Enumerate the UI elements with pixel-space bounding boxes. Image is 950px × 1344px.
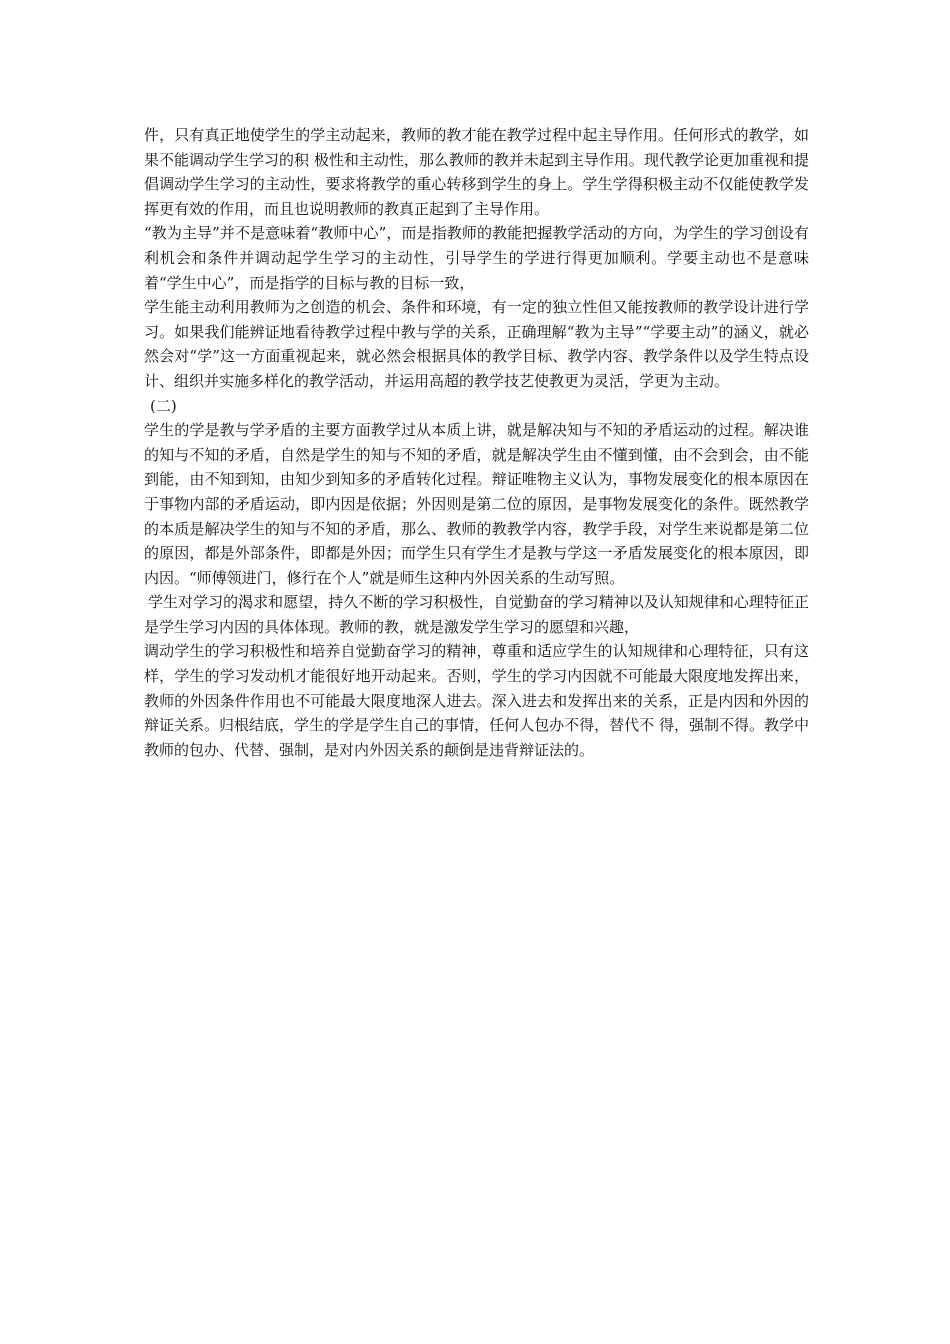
paragraph-dialectic-relation: 调动学生的学习积极性和培养自觉勤奋学习的精神，尊重和适应学生的认知规律和心理特征，只有这样，学生的学习发动机才能很好地开动起来。否则，学生的学习内因就不可能最大限度地发挥出来，教师的外因条件作用也不可能最大限度地深人进去。深入进去和发挥出来的关系，正是内因和外因的辩证关系。归根结底，学生的学是学生自己的事情，任何人包办不得，替代不 得，强制不得。教学中教师的包办、代替、强制，是对内外因关系的颠倒是违背辩证法的。 [144, 642, 809, 759]
paragraph-student-desire: 学生对学习的渴求和愿望，持久不断的学习积极性，自觉勤奋的学习精神以及认知规律和心理特征正是学生学习内因的具体体现。教师的教，就是激发学生学习的愿望和兴趣， [144, 593, 809, 636]
paragraph-internal-external-cause: 学生的学是教与学矛盾的主要方面教学过从本质上讲，就是解决知与不知的矛盾运动的过程。解决谁的知与不知的矛盾，自然是学生的知与不知的矛盾，就是解决学生由不懂到懂，由不会到会，由不能到能，由不知到知，由知少到知多的矛盾转化过程。辩证唯物主义认为，事物发展变化的根本原因在于事物内部的矛盾运动，即内因是依据；外因则是第二位的原因，是事物发展变化的条件。既然教学的本质是解决学生的知与不知的矛盾，那么、教师的教教学内容，教学手段，对学生来说都是第二位的原因，都是外部条件，即都是外因；而学生只有学生才是教与学这一矛盾发展变化的根本原因，即内因。“师傅领进门，修行在个人”就是师生这种内外因关系的生动写照。 [144, 421, 809, 587]
paragraph-teacher-leading-role: 件，只有真正地使学生的学主动起来，教师的教才能在教学过程中起主导作用。任何形式的教学，如果不能调动学生学习的积 极性和主动性，那么教师的教并未起到主导作用。现代教学论更加重视和提倡调动学生学习的主动性，要求将教学的重心转移到学生的身上。学生学得积极主动不仅能使教学发挥更有效的作用，而且也说明教师的教真正起到了主导作用。 [144, 126, 809, 218]
document-body [144, 123, 809, 762]
paragraph-student-initiative: 学生能主动利用教师为之创造的机会、条件和环境，有一定的独立性但又能按教师的教学设计进行学习。如果我们能辨证地看待教学过程中教与学的关系，正确理解“教为主导”“学要主动”的涵义，就必然会对“学”这一方面重视起来，就必然会根据具体的教学目标、教学内容、教学条件以及学生特点设计、组织并实施多样化的教学活动，并运用高超的教学技艺使教更为灵活，学更为主动。 [144, 298, 809, 390]
paragraph-teacher-center-meaning: “教为主导”并不是意味着“教师中心”，而是指教师的教能把握教学活动的方向，为学生的学习创设有利机会和条件并调动起学生学习的主动性，引导学生的学进行得更加顺利。学要主动也不是意味着“学生中心”，而是指学的目标与教的目标一致， [144, 224, 809, 292]
section-heading: (二) [150, 396, 177, 415]
